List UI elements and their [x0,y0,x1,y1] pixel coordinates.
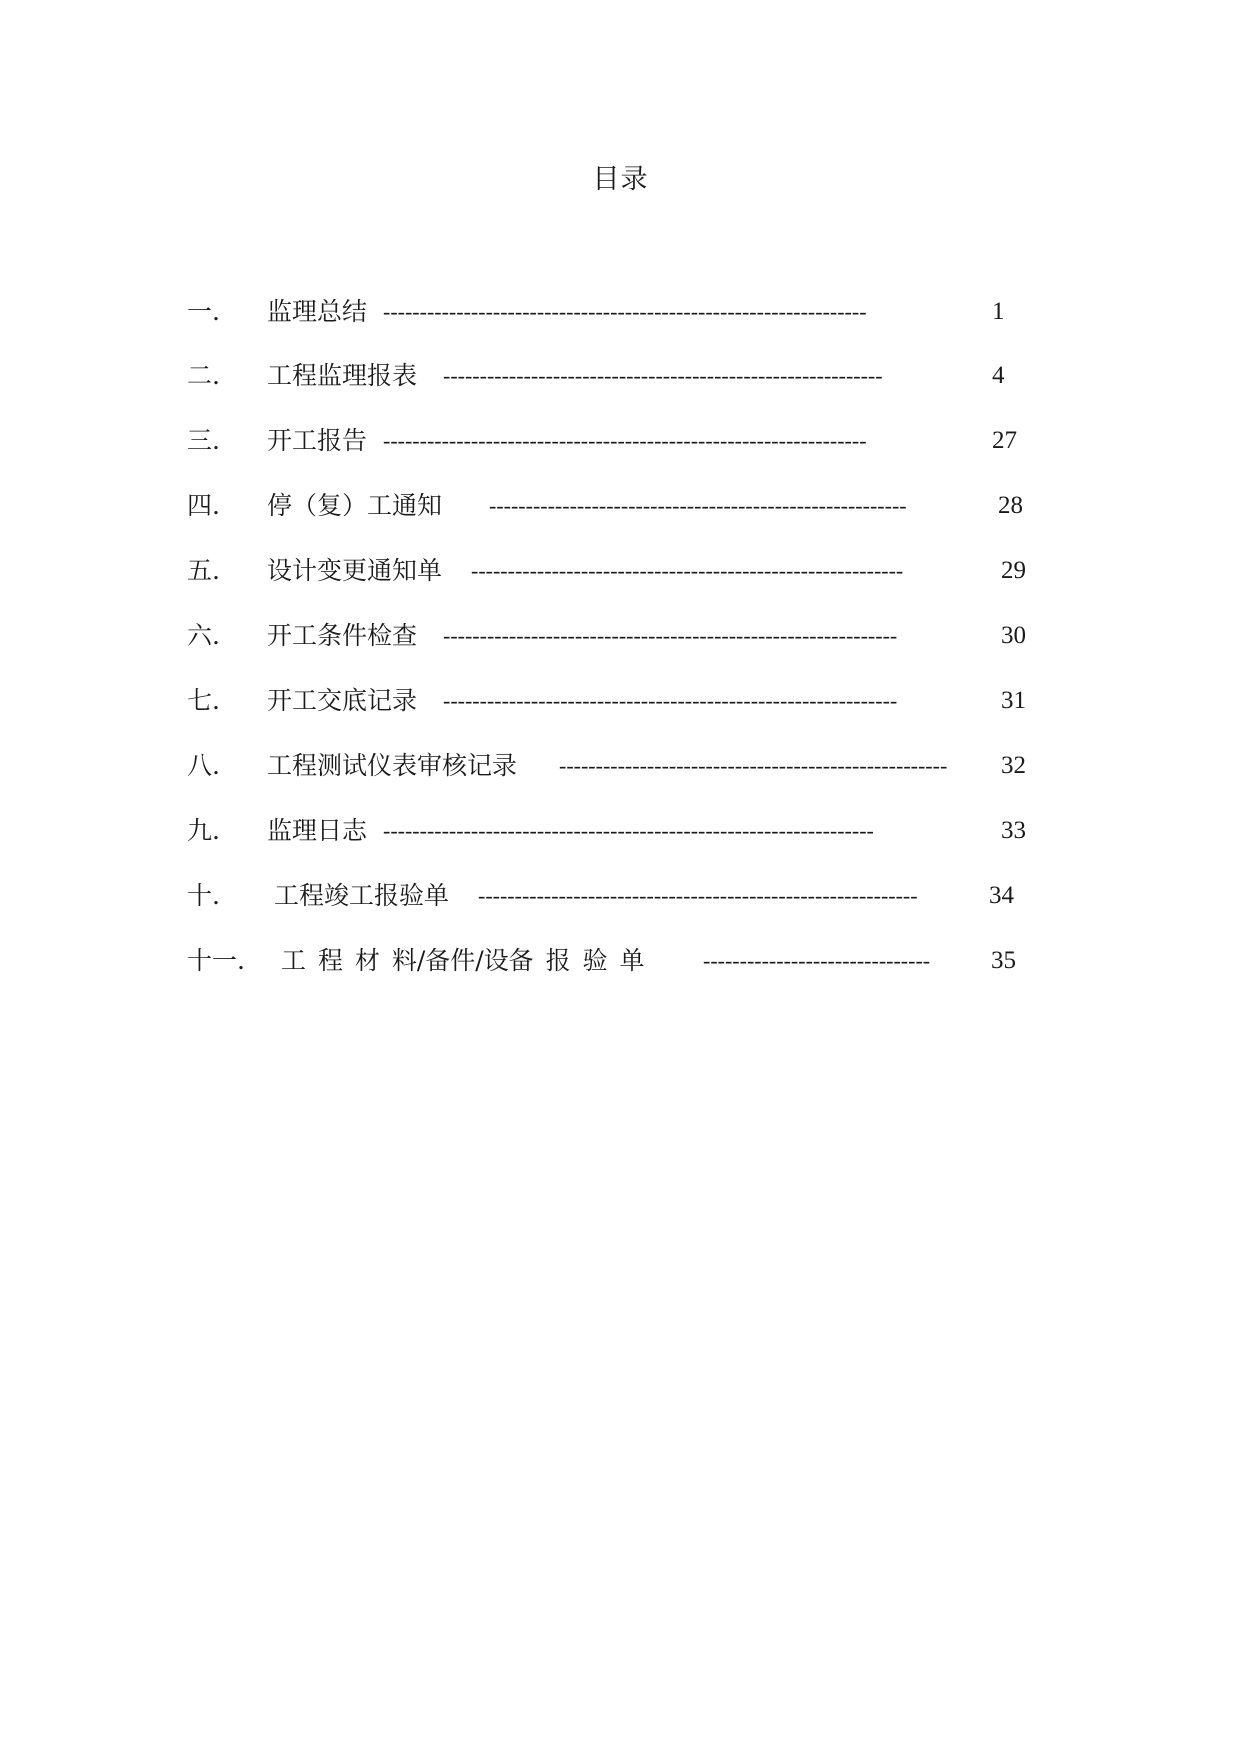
toc-entry-page: 1 [992,298,1005,325]
toc-entry-page: 28 [998,492,1023,519]
toc-entry-label: 监理日志 [267,816,368,845]
toc-entry-leader: -------------------------------------------------------------- [443,688,898,713]
toc-entry-label: 开工条件检查 [267,621,418,650]
toc-entry-leader: ------------------------------------------------------------------- [383,818,874,843]
toc-entry-label: 监理总结 [267,297,368,326]
toc-entry-label: 工 程 材 料/备件/设备 报 验 单 [281,946,645,975]
toc-entry-number: 十一. [187,946,245,975]
toc-entry-number: 十. [187,881,220,910]
toc-entry-page: 33 [1001,817,1026,844]
toc-entry-label: 工程监理报表 [267,361,418,390]
toc-entry-number: 一. [187,297,220,326]
toc-entry-page: 29 [1001,557,1026,584]
toc-entry-page: 4 [992,362,1005,389]
toc-entry-leader: ------------------------------------------------------------------ [383,299,867,324]
toc-entry-page: 27 [992,427,1017,454]
toc-entry-page: 31 [1001,687,1026,714]
toc-entry-page: 35 [991,947,1016,974]
toc-entry-label: 停（复）工通知 [267,491,443,520]
toc-entry-number: 五. [187,556,220,585]
toc-entry-number: 七. [187,686,220,715]
toc-entry-label: 开工报告 [267,426,368,455]
toc-entry-leader: ------------------------------- [703,948,931,973]
toc-entry-number: 八. [187,751,220,780]
toc-entry-number: 九. [187,816,220,845]
toc-entry-label: 工程测试仪表审核记录 [267,751,518,780]
toc-entry-leader: ----------------------------------------------------------- [471,558,904,583]
toc-entry-leader: ----------------------------------------------------- [559,753,948,778]
toc-entry-number: 二. [187,361,220,390]
toc-entry-number: 六. [187,621,220,650]
toc-entry-label: 设计变更通知单 [267,556,443,585]
page-title: 目录 [592,164,649,195]
toc-entry-leader: ------------------------------------------------------------------ [383,428,867,453]
toc-entry-page: 32 [1001,752,1026,779]
toc-entry-label: 工程竣工报验单 [274,881,450,910]
toc-entry-leader: --------------------------------------------------------- [489,493,907,518]
toc-entry-page: 30 [1001,622,1026,649]
toc-entry-number: 四. [187,491,220,520]
toc-entry-leader: ------------------------------------------------------------ [478,883,918,908]
toc-entry-page: 34 [989,882,1014,909]
toc-entry-label: 开工交底记录 [267,686,418,715]
toc-entry-leader: ------------------------------------------------------------ [443,363,883,388]
toc-entry-leader: -------------------------------------------------------------- [443,623,898,648]
toc-entry-number: 三. [187,426,220,455]
